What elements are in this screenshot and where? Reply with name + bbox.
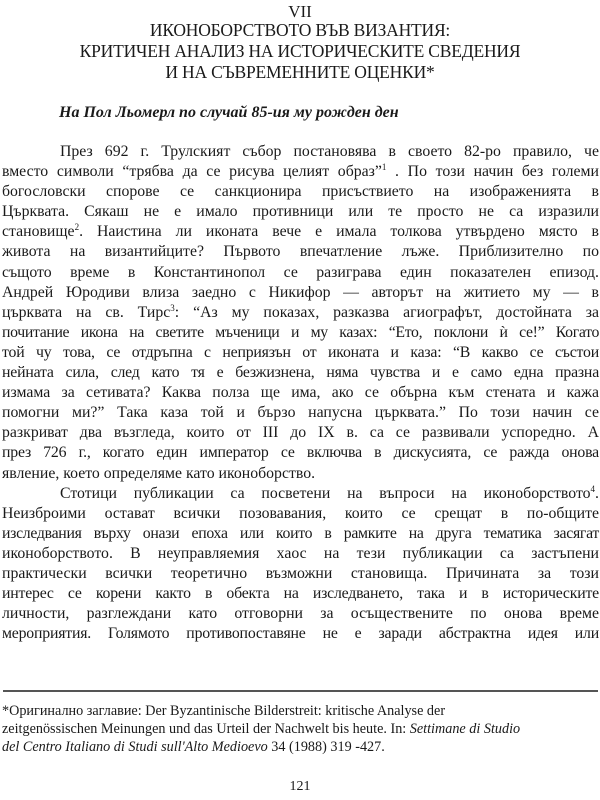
title-line: И НА СЪВРЕМЕННИТЕ ОЦЕНКИ*	[165, 62, 435, 82]
footnote-mark[interactable]: 1	[381, 162, 387, 173]
text-line: Неизброими остават всички позовавания, които се срещат в по-общите	[2, 504, 599, 522]
text-line: измама за сетивата? Каква полза ще има, ако се обърна към стената и кажа	[2, 384, 599, 402]
text-line: през 726 г., когато един император се включва в дискусията, се ражда онова	[2, 444, 599, 462]
title-line: ИКОНОБОРСТВОТО ВЪВ ВИЗАНТИЯ:	[149, 20, 451, 40]
text-line: Църквата. Сякаш не е имало противници или те просто не са изразили	[2, 203, 599, 221]
text-line: живота на византийците? Първото впечатление лъже. Приблизително по	[2, 243, 599, 261]
text-line: явление, което определяме като иконоборство.	[2, 464, 316, 482]
footnote-line: del Centro Italiano di Studi sull'Alto Medioevo 34 (1988) 319 -427.	[2, 739, 385, 755]
page-number: 121	[289, 779, 311, 794]
text-line: разкриват два възгледа, които от III до IX в. са се развивали успоредно. А	[2, 424, 599, 442]
chapter-title	[0, 20, 600, 83]
text-line: мероприятия. Голямото противопоставяне не е заради абстрактна идея или	[2, 625, 599, 643]
text-line: изследвания върху онази епоха или които в рамките на друга тематика засягат	[2, 524, 599, 542]
footnote-mark[interactable]: 4	[590, 483, 596, 494]
chapter-number: VII	[288, 2, 312, 21]
footnote-line: zeitgenössischen Meinungen und das Urteil der Nachwelt bis heute. In: Settimane di Studio	[2, 721, 521, 737]
text-line: вместо символи “трябва да се рисува целият образ”$^1$ . По този начин без големи	[2, 162, 599, 181]
text-line: През 692 г. Трулският събор постановява в своето 82-ро правило, че	[60, 143, 599, 160]
text-line: същото време в Константинопол се разиграва един показателен епизод.	[2, 263, 599, 281]
text-line: становище$^2$. Наистина ли иконата вече е имала толкова утвърдено място в	[2, 222, 599, 241]
footnote-divider	[3, 690, 598, 692]
title-line: КРИТИЧЕН АНАЛИЗ НА ИСТОРИЧЕСКИТЕ СВЕДЕНИЯ	[79, 41, 521, 61]
text-line: помогни ми?” Така каза той и бързо напусна църквата.” По този начин се	[2, 404, 599, 422]
text-line: иконоборството. В неуправляемия хаос на тези публикации са застъпени	[2, 544, 599, 562]
body-text	[2, 142, 599, 644]
text-line: Андрей Юродиви влиза заедно с Никифор — авторът на житието му — в	[2, 283, 599, 301]
text-line: богословски спорове се санкционира присъствието на изображенията в	[2, 183, 599, 201]
text-line: интерес се корени както в обекта на изследването, така и в историческите	[2, 585, 599, 603]
footnote-line: *Оригинално заглавие: Der Byzantinische Bilderstreit: kritische Analyse der	[2, 703, 446, 719]
text-line: практически всички теоретично възможни становища. Причината за този	[2, 564, 599, 582]
text-line: той чу това, се отдръпна с неприязън от иконата и каза: “В какво се състои	[2, 343, 599, 361]
footnote	[2, 702, 598, 756]
text-line: личности, разглеждани като отговорни за осъществените по онова време	[2, 605, 599, 623]
footnote-mark[interactable]: 3	[170, 302, 175, 313]
text-line: църквата на св. Тирс$^3$: “Аз му показах, разказва агиографът, достойната за	[2, 302, 599, 321]
text-line: нейната сила, след като тя е безжизнена, няма чувства и е само една празна	[2, 364, 599, 382]
text-line: почитание икона на светите мъченици и му казах: “Ето, поклони ѝ се!” Когато	[2, 323, 599, 341]
text-line: Стотици публикации са посветени на въпроси на иконоборството$^4$.	[60, 483, 599, 502]
footnote-mark[interactable]: 2	[74, 222, 80, 233]
dedication: На Пол Льомерл по случай 85-ия му рожден ден	[59, 104, 399, 121]
